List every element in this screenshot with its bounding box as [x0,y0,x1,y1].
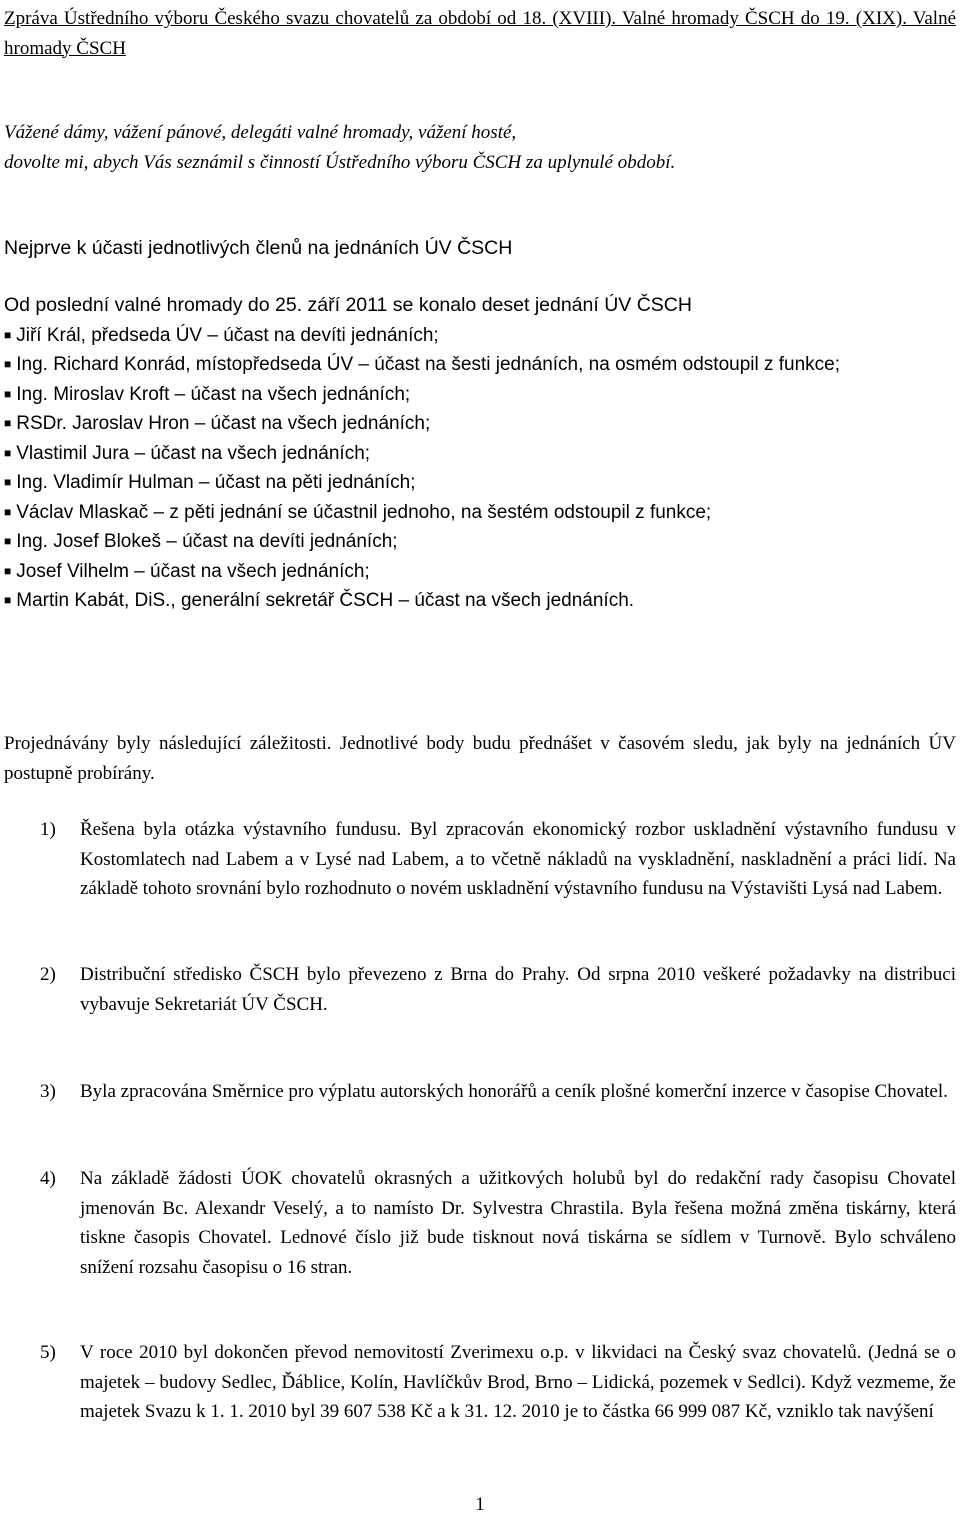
item-text: V roce 2010 byl dokončen převod nemovitostí Zverimexu o.p. v likvidaci na Český svaz chovatelů. (Jedná se o majetek – budovy Sedlec, Ďáblice, Kolín, Havlíčkův Brod, Brno – Lidická, pozemek v Sedlci). Když vezmeme, že majetek Svazu k 1. 1. 2010 byl 39 607 538 Kč a k 31. 12. 2010 je to částka 66 999 087 Kč, vzniklo tak navýšení [80,1342,956,1422]
square-bullet-icon: ■ [4,357,12,371]
member-item: ■ Ing. Vladimír Hulman – účast na pěti jednáních; [4,472,416,493]
document-page [4,0,956,1517]
greeting-line-1: Vážené dámy, vážení pánové, delegáti valné hromady, vážení hosté, [4,122,517,143]
member-item: ■ RSDr. Jaroslav Hron – účast na všech jednáních; [4,413,431,434]
greeting [4,118,956,177]
square-bullet-icon: ■ [4,534,12,548]
item-number: 5) [40,1342,56,1363]
agenda-item-5 [4,1338,956,1427]
square-bullet-icon: ■ [4,593,12,607]
agenda-item-4 [4,1164,956,1282]
member-item: ■ Vlastimil Jura – účast na všech jednáních; [4,442,371,464]
member-item: ■ Josef Vilhelm – účast na všech jednáních; [4,560,370,582]
item-text: Byla zpracována Směrnice pro výplatu autorských honorářů a ceník plošné komerční inzerce v časopise Chovatel. [80,1081,948,1102]
member-item: ■ Václav Mlaskač – z pěti jednání se účastnil jednoho, na šestém odstoupil z funkce; [4,501,712,523]
report-title [4,4,956,63]
square-bullet-icon: ■ [4,445,12,460]
agenda-lead: Projednávány byly následující záležitosti. Jednotlivé body budu přednášet v časovém sledu, jak byly na jednáních ÚV postupně probírány. [4,733,956,784]
square-bullet-icon: ■ [4,504,12,519]
item-number: 1) [40,819,56,840]
agenda-item-1 [4,815,956,904]
square-bullet-icon: ■ [4,475,12,489]
page-number: 1 [475,1494,485,1515]
member-attendance-list [4,291,956,616]
item-number: 4) [40,1168,56,1189]
attendance-heading: Nejprve k účasti jednotlivých členů na jednáních ÚV ČSCH [4,237,513,259]
square-bullet-icon: ■ [4,327,12,342]
agenda-item-2 [4,960,956,1019]
member-item: ■ Ing. Josef Blokeš – účast na devíti jednáních; [4,531,398,552]
square-bullet-icon: ■ [4,386,12,401]
member-item: ■ Ing. Miroslav Kroft – účast na všech jednáních; [4,383,411,405]
member-item: ■ Jiří Král, předseda ÚV – účast na devíti jednáních; [4,324,439,346]
greeting-line-2: dovolte mi, abych Vás seznámil s činností Ústředního výboru ČSCH za uplynulé období. [4,151,676,173]
square-bullet-icon: ■ [4,416,12,430]
item-number: 3) [40,1081,56,1102]
member-item: ■ Ing. Richard Konrád, místopředseda ÚV – účast na šesti jednáních, na osmém odstoupil z funkce; [4,354,841,375]
item-text: Distribuční středisko ČSCH bylo převezeno z Brna do Prahy. Od srpna 2010 veškeré požadavky na distribuci vybavuje Sekretariát ÚV ČSCH. [80,964,956,1015]
report-title-text: Zpráva Ústředního výboru Českého svazu chovatelů za období od 18. (XVIII). Valné hromady ČSCH do 19. (XIX). Valné hromady ČSCH [4,8,956,59]
item-text: Řešena byla otázka výstavního fundusu. Byl zpracován ekonomický rozbor uskladnění výstavního fundusu v Kostomlatech nad Labem a v Lysé nad Labem, a to včetně nákladů na vyskladnění, naskladnění a práci lidí. Na základě tohoto srovnání bylo rozhodnuto o novém uskladnění výstavního fundusu na Výstavišti Lysá nad Labem. [80,819,956,899]
agenda-item-3 [4,1077,956,1107]
item-text: Na základě žádosti ÚOK chovatelů okrasných a užitkových holubů byl do redakční rady časopisu Chovatel jmenován Bc. Alexandr Veselý, a to namísto Dr. Sylvestra Chrastila. Byla řešena možná změna tiskárny, která tiskne časopis Chovatel. Lednové číslo již bude tisknout nová tiskárna se sídlem v Turnově. Bylo schváleno snížení rozsahu časopisu o 16 stran. [80,1168,956,1278]
square-bullet-icon: ■ [4,563,12,578]
item-number: 2) [40,964,56,985]
member-item: ■ Martin Kabát, DiS., generální sekretář ČSCH – účast na všech jednáních. [4,590,635,611]
members-intro: Od poslední valné hromady do 25. září 2011 se konalo deset jednání ÚV ČSCH [4,294,692,316]
